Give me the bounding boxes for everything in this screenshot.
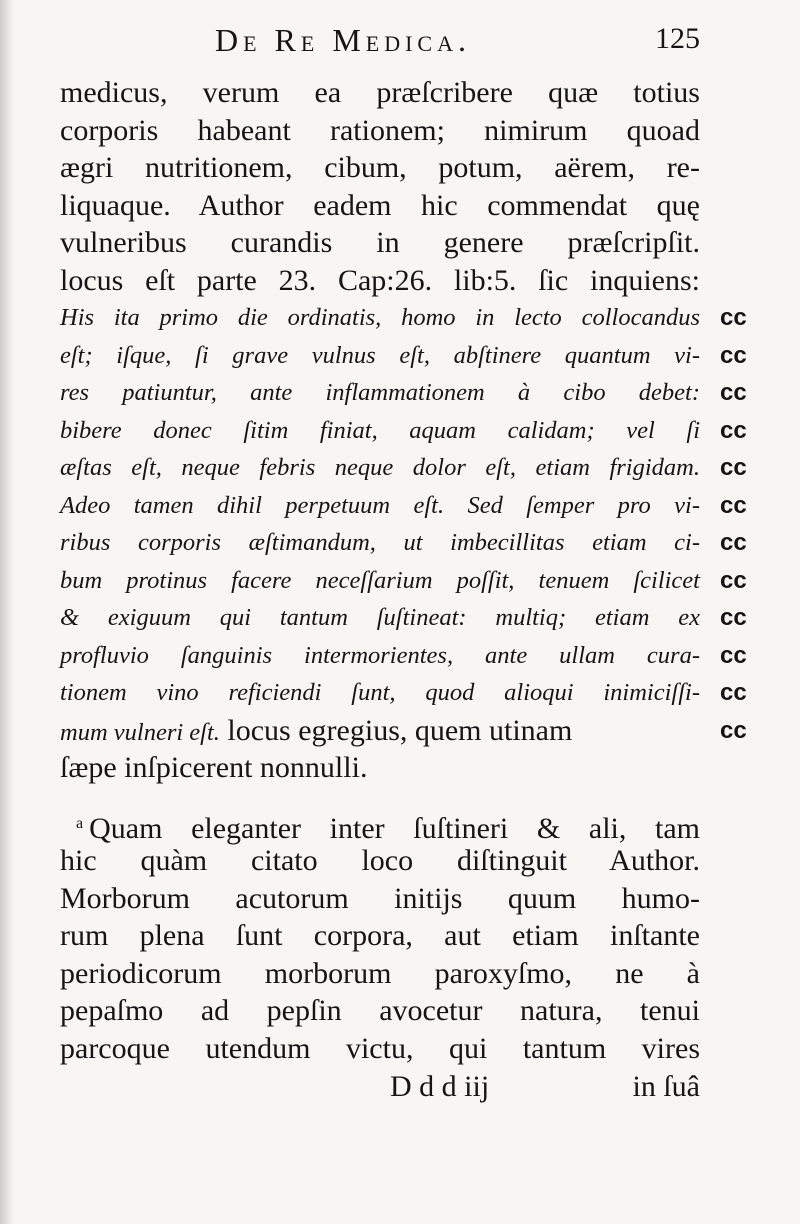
page-footer — [60, 1067, 700, 1107]
running-head: De Re Medica. — [215, 22, 471, 58]
note-marker: a — [76, 814, 84, 832]
quotation-line: tionem vino reficiendi ſunt, quod alioqui inimiciſſi- — [60, 679, 700, 706]
quotation-line: Adeo tamen dihil perpetuum eſt. Sed ſemper pro vi- — [60, 491, 700, 519]
quotation-line: æſtas eſt, neque febris neque dolor eſt, etiam frigidam. — [60, 454, 700, 481]
note-line: parcoque utendum victu, qui tantum vires — [60, 1031, 700, 1065]
quote-mark: cc — [720, 416, 747, 444]
quote-mark: cc — [720, 491, 747, 519]
text-line: ægri nutritionem, cibum, potum, aërem, re- — [60, 151, 700, 184]
note-line: Morborum acutorum initijs quum humo- — [60, 881, 700, 915]
annotation-note — [60, 805, 700, 1068]
text-line: vulneribus curandis in genere præſcripſit. — [60, 226, 700, 259]
note-line: rum plena ſunt corpora, aut etiam inſtante — [60, 919, 700, 952]
quote-mark: cc — [720, 566, 747, 594]
page-header — [60, 22, 700, 62]
quotation-line: profluvio ſanguinis intermorientes, ante ullam cura- — [60, 641, 700, 669]
note-line: periodicorum morborum paroxyſmo, ne à — [60, 956, 700, 990]
quotation-line: & exiguum qui tantum ſuſtineat: multiq; etiam ex — [60, 604, 700, 631]
text-line: medicus, verum ea præſcribere quæ totius — [60, 76, 700, 109]
text-line: locus eſt parte 23. Cap:26. lib:5. ſic inquiens: — [60, 263, 700, 297]
quote-mark: cc — [720, 604, 747, 631]
catchword: in ſuâ — [632, 1070, 700, 1103]
text-line: liquaque. Author eadem hic commendat quę — [60, 188, 700, 222]
text-line: corporis habeant rationem; nimirum quoad — [60, 113, 700, 147]
quote-mark: cc — [720, 379, 747, 406]
quote-marks-column — [720, 299, 750, 749]
quotation-line: His ita primo die ordinatis, homo in lecto collocandus — [60, 304, 700, 331]
quote-mark: cc — [720, 341, 747, 369]
quote-mark: cc — [720, 304, 747, 331]
quotation-line: res patiuntur, ante inflammationem à cibo debet: — [60, 379, 700, 406]
body-text — [60, 74, 747, 1107]
quote-mark: cc — [720, 716, 747, 744]
quote-mark: cc — [720, 641, 747, 669]
closing-line: ſæpe inſpicerent nonnulli. — [60, 751, 368, 784]
quotation-line: ribus corporis æſtimandum, ut imbecillitas etiam ci- — [60, 529, 700, 556]
quotation-line: bibere donec ſitim finiat, aquam calidam; vel ſi — [60, 416, 700, 444]
quote-mark: cc — [720, 454, 747, 481]
quotation-end-italic: mum vulneri eſt. — [60, 718, 220, 746]
page-number: 125 — [655, 22, 700, 55]
note-line: pepaſmo ad pepſin avocetur natura, tenui — [60, 994, 700, 1027]
spacer — [60, 787, 700, 805]
paragraph-1 — [60, 74, 700, 299]
quotation-end-roman: locus egregius, quem utinam — [219, 713, 573, 747]
gutter-shadow — [0, 0, 14, 1224]
quotation-line: eſt; iſque, ſi grave vulnus eſt, abſtinere quantum vi- — [60, 341, 700, 369]
quote-mark: cc — [720, 679, 747, 706]
note-line: hic quàm citato loco diſtinguit Author. — [60, 844, 700, 877]
quotation-block — [60, 299, 747, 749]
note-first-line-text: Quam eleganter inter ſuſtineri & ali, tam — [89, 811, 700, 845]
quotation-end-line — [60, 712, 700, 750]
quotation-line: bum protinus facere neceſſarium poſſit, tenuem ſcilicet — [60, 566, 700, 594]
signature-mark: D d d iij — [390, 1070, 490, 1103]
note-first-line — [60, 805, 700, 843]
quote-mark: cc — [720, 529, 747, 556]
